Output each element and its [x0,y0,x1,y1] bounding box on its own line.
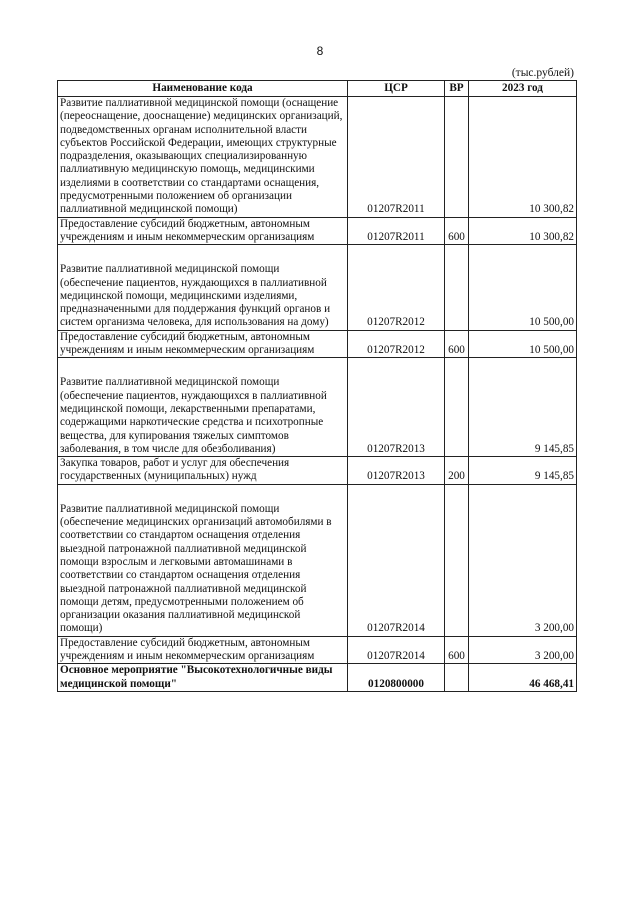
row-name: Закупка товаров, работ и услуг для обеспечения государственных (муниципальных) нужд [60,457,290,483]
table-row [58,484,577,636]
header-csr: ЦСР [348,81,445,97]
row-amount: 9 145,85 [469,457,577,485]
row-csr: 01207R2014 [348,484,445,636]
row-name-cell [58,664,348,692]
row-amount: 10 300,82 [469,97,577,218]
row-name-cell [58,217,348,245]
header-name: Наименование кода [58,81,348,97]
row-csr: 01207R2012 [348,245,445,330]
table-row [58,330,577,358]
row-name: Основное мероприятие "Высокотехнологичные виды медицинской помощи" [60,664,333,690]
row-name-cell [58,457,348,485]
row-amount: 10 300,82 [469,217,577,245]
table-row [58,457,577,485]
header-vr: ВР [445,81,469,97]
row-name: Развитие паллиативной медицинской помощи (обеспечение пациентов, нуждающихся в паллиативной медицинской помощи, лекарственными препаратами, содержащими наркотические средства и психотропные вещества, для купирования тяжелых симптомов заболевания, в том числе для обезболивания) [60,376,327,455]
header-year: 2023 год [469,81,577,97]
row-csr: 01207R2014 [348,636,445,664]
row-vr: 600 [445,217,469,245]
table-header-row [58,81,577,97]
row-amount: 10 500,00 [469,245,577,330]
row-vr [445,97,469,218]
row-name-cell [58,358,348,457]
row-name: Развитие паллиативной медицинской помощи (обеспечение медицинских организаций автомобилями в соответствии со стандартом оснащения отделения выездной патронажной паллиативной медицинской помощи взрослым и легковыми автомашинами в соответствии со стандартом оснащения отделения выездной патронажной паллиативной медицинской помощи детям, предусмотренными положением об организации оказания паллиативной медицинской помощи) [60,502,332,635]
row-csr: 0120800000 [348,664,445,692]
table-row [58,97,577,218]
table-row [58,636,577,664]
row-name: Предоставление субсидий бюджетным, автономным учреждениям и иным некоммерческим организациям [60,330,315,357]
row-csr: 01207R2013 [348,358,445,457]
table-row [58,664,577,692]
units-note: (тыс.рублей) [511,67,574,79]
table-body [58,97,577,692]
row-name-cell [58,636,348,664]
row-name-cell [58,97,348,218]
row-vr: 200 [445,457,469,485]
row-name: Предоставление субсидий бюджетным, автономным учреждениям и иным некоммерческим организациям [60,636,315,662]
row-name: Развитие паллиативной медицинской помощи (обеспечение пациентов, нуждающихся в паллиативной медицинской помощи, медицинскими изделиями, предназначенными для поддержания функций органов и систем организма человека, для использования на дому) [60,263,331,329]
row-amount: 3 200,00 [469,484,577,636]
row-amount: 10 500,00 [469,330,577,358]
row-spacer [60,245,345,263]
row-csr: 01207R2011 [348,97,445,218]
page-number: 8 [316,44,324,58]
row-spacer [60,485,345,503]
row-amount: 9 145,85 [469,358,577,457]
row-csr: 01207R2011 [348,217,445,245]
row-amount: 3 200,00 [469,636,577,664]
row-vr [445,484,469,636]
row-name-cell [58,330,348,358]
row-name-cell [58,484,348,636]
row-name: Развитие паллиативной медицинской помощи (оснащение (переоснащение, дооснащение) медицинских организаций, подведомственных органам исполнительной власти субъектов Российской Федерации, имеющих структурные подразделения, оказывающих специализированную паллиативную медицинскую помощь, медицинскими изделиями в соответствии со стандартами оснащения, предусмотренными положением об организации паллиативной медицинской помощи) [60,97,343,216]
row-name-cell [58,245,348,330]
budget-table [57,80,577,692]
table-row [58,245,577,330]
table-row [58,217,577,245]
row-vr [445,245,469,330]
row-vr: 600 [445,636,469,664]
row-vr: 600 [445,330,469,358]
row-vr [445,664,469,692]
row-vr [445,358,469,457]
table-row [58,358,577,457]
row-name: Предоставление субсидий бюджетным, автономным учреждениям и иным некоммерческим организациям [60,217,315,243]
row-amount: 46 468,41 [469,664,577,692]
row-csr: 01207R2012 [348,330,445,358]
row-spacer [60,358,345,376]
row-csr: 01207R2013 [348,457,445,485]
